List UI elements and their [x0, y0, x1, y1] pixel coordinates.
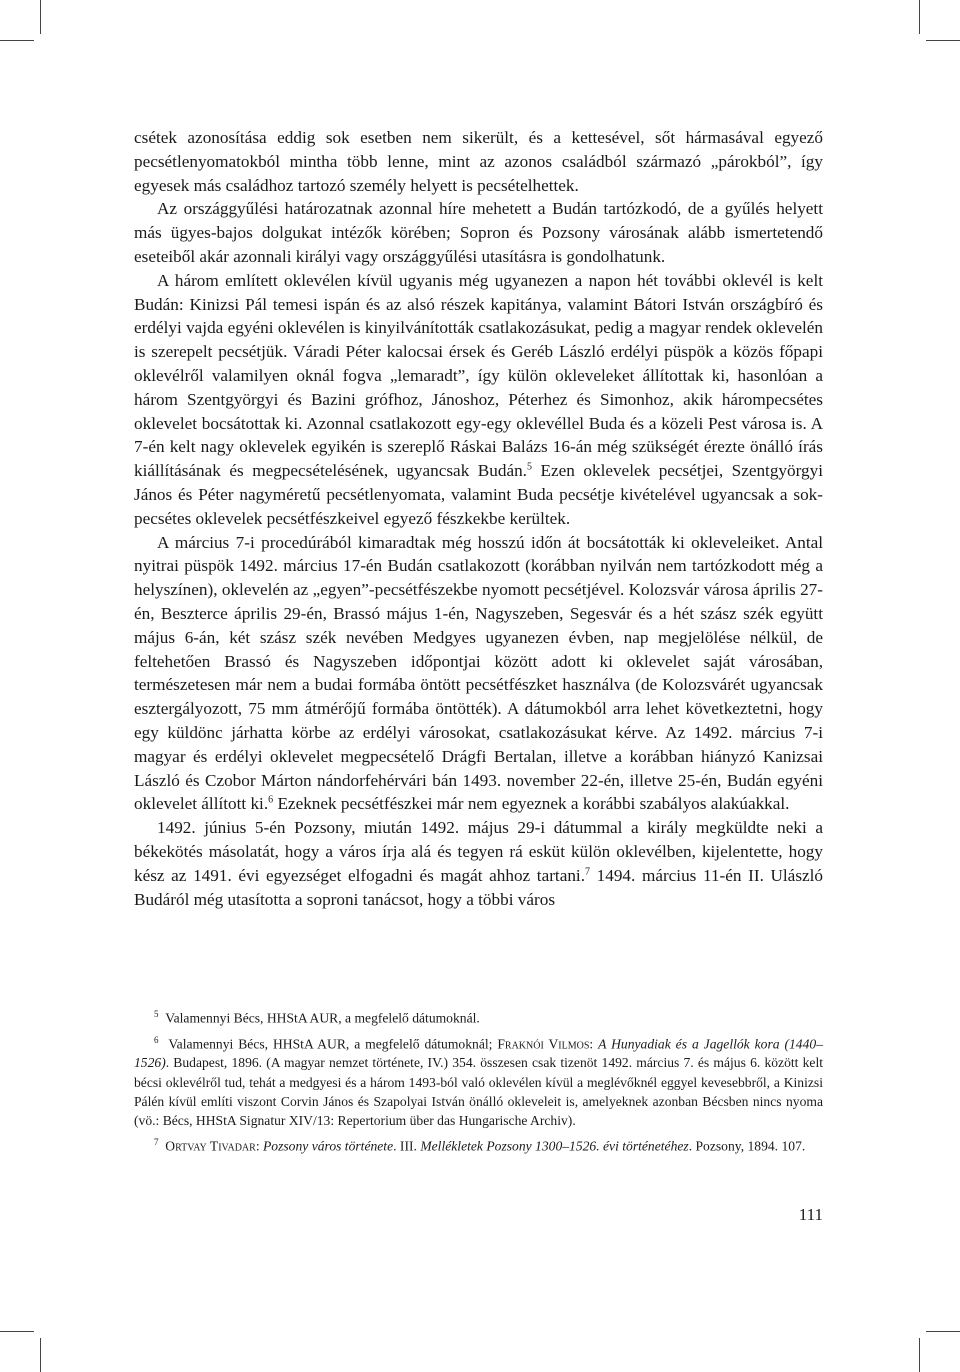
paragraph: 1492. június 5-én Pozsony, miután 1492. május 29-i dátummal a király megküldte neki a békekötés másolatát, hogy a város írja alá és tegyen rá esküt külön oklevélben, kijelentette, hogy kész az 1491. évi egyezséget elfogadni és magát ahhoz tartani.$^7$ 1494. március 11-én II. Ulászló Budáról még utasította a soproni tanácsot, hogy a többi város	[134, 818, 824, 909]
footnote-ref[interactable]: 6	[268, 794, 274, 806]
crop-mark	[926, 40, 960, 41]
body-text	[134, 126, 823, 911]
crop-mark	[919, 1338, 920, 1372]
footnote: $^6$ Valamennyi Bécs, HHStA AUR, a megfelelő dátumoknál; Fraknói Vilmos: A Hunyadiak és a Jagellók kora (1440–1526). Budapest, 1896. (A magyar nemzet története, IV.) 354. összesen csak tizenöt 1492. március 7. és május 6. között kelt bécsi oklevélről tud, tehát a medgyesi és a három 1493-ból való oklevélen kívül a meglévőknél eggyel kevesebbről, a Kinizsi Pálén kívül említi viszont Corvin János és Szapolyai István önálló okleveleit is, amelyeknek azonban Bécsben nincs nyoma (vö.: Bécs, HHStA Signatur XIV/13: Repertorium über das Hungarische Archiv).	[134, 1034, 823, 1129]
footnote-number: 5	[154, 1009, 159, 1019]
paragraph: A három említett oklevélen kívül ugyanis még ugyanezen a napon hét további oklevél is kelt Budán: Kinizsi Pál temesi ispán és az alsó részek kapitánya, valamint Bátori István országbíró és erdélyi vajda egyéni oklevélen is kinyilvánították csatlakozásukat, pedig a magyar rendek oklevelén is szerepelt pecsétjük. Váradi Péter kalocsai érsek és Geréb László erdélyi püspök a közös főpapi oklevélről valamilyen oknál fogva „lemaradt”, így külön okleveleket állítottak ki, hasonlóan a három Szentgyörgyi és Bazini grófhoz, Jánoshoz, Péterhez és Simonhoz, akik hárompecsétes oklevelet bocsátottak ki. Azonnal csatlakozott egy-egy oklevéllel Buda és a közeli Pest városa is. A 7-én kelt nagy oklevelek egyikén is szereplő Ráskai Balázs 16-án még szükségét érezte önálló írás kiállításának és megpecsételésének, ugyancsak Budán.$^5$ Ezen oklevelek pecsétjei, Szentgyörgyi János és Péter nagyméretű pecsétlenyomata, valamint Buda pecsétje kivételével ugyancsak a sokpecsétes oklevelek pecsétfészkeivel egyező fészkekbe kerültek.	[134, 270, 823, 528]
footnote-number: 7	[154, 1137, 159, 1148]
page-number: 111	[798, 1205, 823, 1224]
crop-mark	[0, 40, 34, 41]
paragraph: A március 7-i procedúrából kimaradtak még hosszú időn át bocsátották ki okleveleiket. Antal nyitrai püspök 1492. március 17-én Budán csatlakozott (korábban nyilván nem tartózkodott még a helyszínen), oklevelén az „egyen”-pecsétfészekbe nyomott pecsétjével. Kolozsvár városa április 27-én, Beszterce április 29-én, Brassó május 1-én, Nagyszeben, Segesvár és a hét szász szék együtt május 6-án, két szász szék nevében Medgyes ugyanezen évben, nap megjelölése nélkül, de feltehetően Brassó és Nagyszeben időpontjai között adott ki oklevelet saját városában, természetesen már nem a budai formába öntött pecsétfészket használva (de Kolozsvárét ugyancsak esztergályozott, 75 mm átmérőjű formába öntötték). A dátumokból arra lehet következtetni, hogy egy küldönc járhatta körbe az erdélyi városokat, csatlakozásukat kérve. Az 1492. március 7-i magyar és erdélyi oklevelet megpecsételő Drágfi Bertalan, illetve a korábban hiányzó Kanizsai László és Czobor Márton nándorfehérvári bán 1493. november 22-én, illetve 25-én, Budán egyéni oklevelet állított ki.$^6$ Ezeknek pecsétfészkei már nem egyeznek a korábbi szabályos alakúakkal.	[134, 532, 823, 814]
crop-mark	[40, 1338, 41, 1372]
footnote-number: 6	[154, 1034, 159, 1045]
crop-mark	[0, 1331, 34, 1332]
crop-mark	[40, 0, 41, 34]
footnote-ref[interactable]: 5	[526, 461, 532, 473]
crop-mark	[919, 0, 920, 34]
crop-mark	[926, 1331, 960, 1332]
paragraph: Az országgyűlési határozatnak azonnal híre mehetett a Budán tartózkodó, de a gyűlés helyett más ügyes-bajos dolgukat intézők körében; Sopron és Pozsony városának alább ismertetendő eseteiből akár azonnali királyi vagy országgyűlési utasításra is gondolhatunk.	[134, 199, 823, 266]
footnote: $^5$ Valamennyi Bécs, HHStA AUR, a megfelelő dátumoknál.	[154, 1009, 480, 1026]
paragraph: csétek azonosítása eddig sok esetben nem sikerült, és a kettesével, sőt hármasával egyező pecsétlenyomatokból mintha több lenne, mint az azonos családból származó „párokból”, így egyesek más családhoz tartozó személy helyett is pecsételhettek.	[134, 128, 823, 195]
footnote: $^7$ Ortvay Tivadar: Pozsony város története. III. Mellékletek Pozsony 1300–1526. évi történetéhez. Pozsony, 1894. 107.	[154, 1137, 806, 1154]
footnote-ref[interactable]: 7	[585, 865, 591, 877]
footnotes	[134, 1005, 823, 1159]
